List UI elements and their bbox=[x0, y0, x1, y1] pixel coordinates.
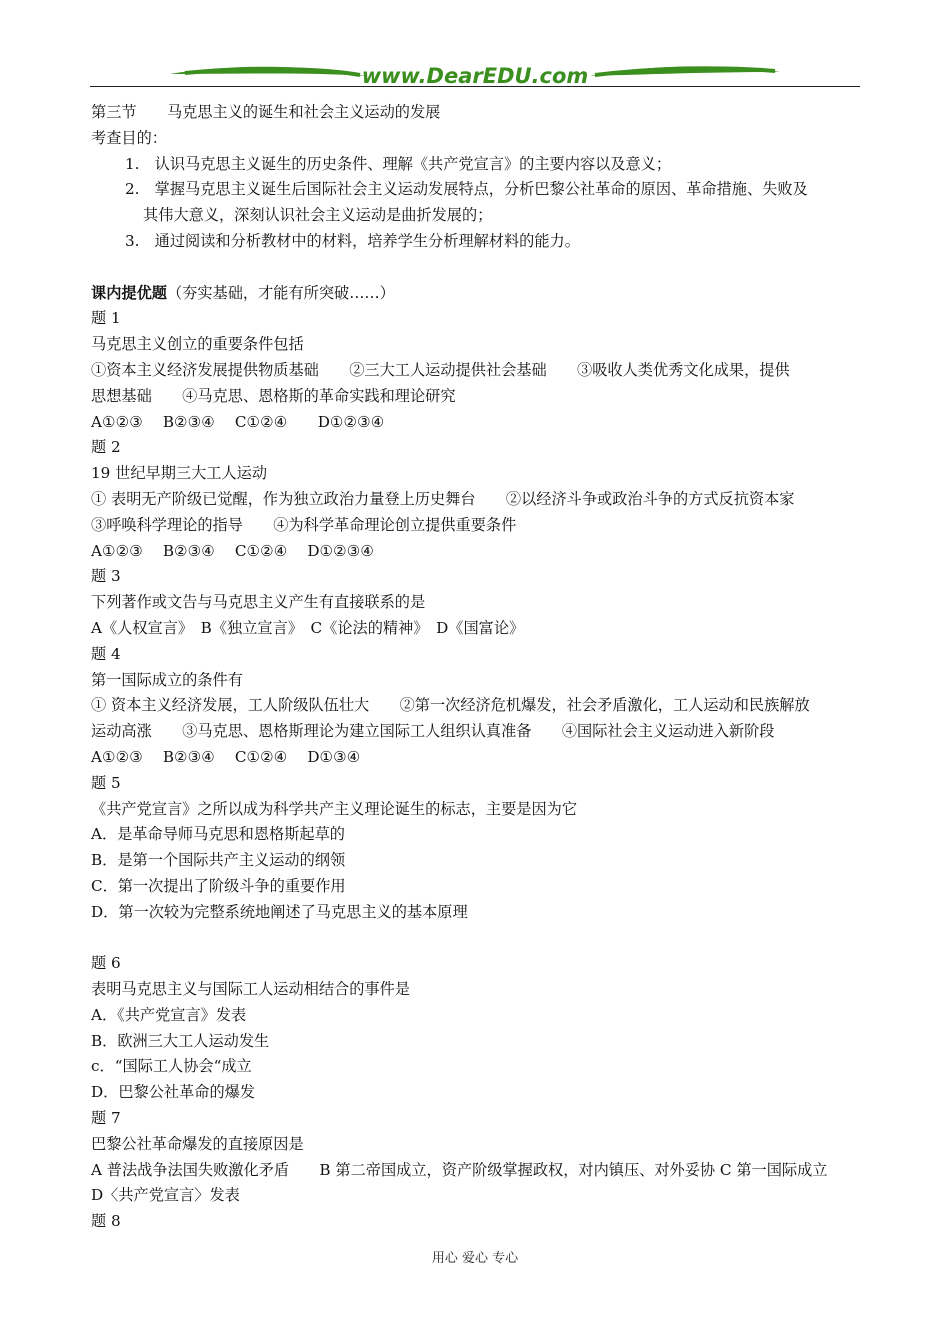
answer-choice: D．第一次较为完整系统地阐述了马克思主义的基本原理 bbox=[91, 902, 468, 921]
objective-label: 考查目的： bbox=[91, 128, 167, 147]
answer-choice: A．《共产党宣言》发表 bbox=[91, 1005, 247, 1024]
question-text-line: A 普法战争法国失败激化矛盾 B 第二帝国成立，资产阶级掌握政权，对内镇压、对外妥协 C 第一国际成立 bbox=[91, 1160, 828, 1179]
practice-heading bbox=[91, 281, 861, 307]
question-stem: 下列著作或文告与马克思主义产生有直接联系的是 bbox=[91, 593, 426, 612]
question-stem: 第一国际成立的条件有 bbox=[91, 670, 243, 689]
header-divider bbox=[90, 86, 860, 87]
question-label: 题 8 bbox=[91, 1212, 121, 1231]
answer-choice: C．第一次提出了阶级斗争的重要作用 bbox=[91, 876, 346, 895]
question-stem: 表明马克思主义与国际工人运动相结合的事件是 bbox=[91, 980, 410, 999]
objective-item: 1. 认识马克思主义诞生的历史条件、理解《共产党宣言》的主要内容以及意义； bbox=[125, 154, 672, 173]
question-text-line: ①资本主义经济发展提供物质基础 ②三大工人运动提供社会基础 ③吸收人类优秀文化成果，提供 bbox=[91, 360, 790, 379]
logo-text: www.DearEDU.com bbox=[361, 64, 589, 88]
objective-item: 3. 通过阅读和分析教材中的材料，培养学生分析理解材料的能力。 bbox=[125, 231, 580, 250]
section-title: 第三节 马克思主义的诞生和社会主义运动的发展 bbox=[91, 103, 441, 121]
question-stem: 《共产党宣言》之所以成为科学共产主义理论诞生的标志，主要是因为它 bbox=[91, 799, 577, 818]
practice-heading-note: （夯实基础，才能有所突破……） bbox=[166, 283, 395, 302]
answer-choice: B．是第一个国际共产主义运动的纲领 bbox=[91, 851, 346, 870]
question-label: 题 1 bbox=[91, 309, 121, 328]
question-text-line: D〈共产党宣言〉发表 bbox=[91, 1186, 240, 1205]
question-label: 题 5 bbox=[91, 773, 121, 792]
question-label: 题 6 bbox=[91, 954, 121, 973]
answer-choice: c．“国际工人协会“成立 bbox=[91, 1057, 252, 1076]
question-stem: 马克思主义创立的重要条件包括 bbox=[91, 335, 304, 354]
question-options: A①②③ B②③④ C①②④ D①②③④ bbox=[91, 541, 374, 560]
question-options: A①②③ B②③④ C①②④ D①②③④ bbox=[91, 412, 385, 431]
question-text-line: 运动高涨 ③马克思、恩格斯理论为建立国际工人组织认真准备 ④国际社会主义运动进入新阶段 bbox=[91, 722, 775, 741]
question-text-line: ① 资本主义经济发展，工人阶级队伍壮大 ②第一次经济危机爆发，社会矛盾激化，工人运动和民族解放 bbox=[91, 696, 810, 715]
objective-item-continuation: 其伟大意义，深刻认识社会主义运动是曲折发展的； bbox=[143, 206, 493, 225]
answer-choice: D．巴黎公社革命的爆发 bbox=[91, 1083, 256, 1102]
question-options: A《人权宣言》 B《独立宣言》 C《论法的精神》 D《国富论》 bbox=[91, 618, 525, 637]
document-body bbox=[91, 100, 861, 1235]
question-text-line: 思想基础 ④马克思、恩格斯的革命实践和理论研究 bbox=[91, 386, 456, 405]
question-label: 题 3 bbox=[91, 567, 121, 586]
spacer bbox=[91, 255, 861, 281]
page-footer: 用心 爱心 专心 bbox=[431, 1251, 519, 1266]
question-label: 题 2 bbox=[91, 438, 121, 457]
question-label: 题 4 bbox=[91, 644, 121, 663]
answer-choice: B．欧洲三大工人运动发生 bbox=[91, 1031, 270, 1050]
question-label: 题 7 bbox=[91, 1109, 121, 1128]
practice-heading-bold: 课内提优题 bbox=[91, 283, 167, 302]
answer-choice: A．是革命导师马克思和恩格斯起草的 bbox=[91, 825, 345, 844]
question-text-line: ③呼唤科学理论的指导 ④为科学革命理论创立提供重要条件 bbox=[91, 515, 517, 534]
objective-item: 2. 掌握马克思主义诞生后国际社会主义运动发展特点，分析巴黎公社革命的原因、革命措施、失败及 bbox=[125, 180, 808, 199]
question-options: A①②③ B②③④ C①②④ D①③④ bbox=[91, 747, 361, 766]
question-text-line: ① 表明无产阶级已觉醒，作为独立政治力量登上历史舞台 ②以经济斗争或政治斗争的方式反抗资本家 bbox=[91, 489, 795, 508]
spacer bbox=[91, 926, 861, 952]
question-stem: 19 世纪早期三大工人运动 bbox=[91, 464, 268, 483]
question-stem: 巴黎公社革命爆发的直接原因是 bbox=[91, 1134, 304, 1153]
